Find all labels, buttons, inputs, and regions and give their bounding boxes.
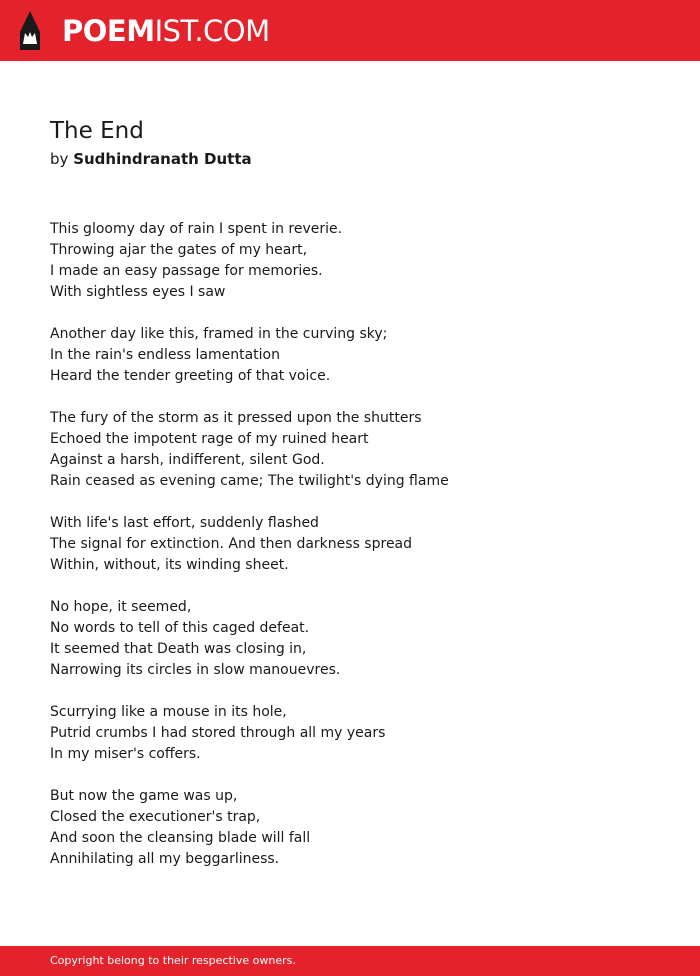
logo-light-text: IST.COM	[154, 14, 270, 48]
poem-line: But now the game was up,	[50, 788, 238, 804]
poem-line: The fury of the storm as it pressed upon the shutters	[50, 410, 422, 426]
poem-line: The signal for extinction. And then darkness spread	[50, 536, 413, 552]
poem-line: In my miser's coffers.	[50, 746, 201, 762]
poem-line: No words to tell of this caged defeat.	[50, 620, 310, 636]
poem-stanza	[50, 408, 650, 492]
poem-author: Sudhindranath Dutta	[73, 150, 252, 168]
poem-line: Heard the tender greeting of that voice.	[50, 368, 331, 384]
poem-stanza	[50, 597, 650, 681]
poem-line: It seemed that Death was closing in,	[50, 641, 307, 657]
by-label: by	[50, 150, 69, 168]
poem-stanza	[50, 219, 650, 303]
site-logo[interactable]	[62, 13, 270, 49]
poem-line: Another day like this, framed in the curving sky;	[50, 326, 388, 342]
poem-line: With sightless eyes I saw	[50, 284, 226, 300]
poem-stanza	[50, 702, 650, 765]
poem-stanza	[50, 786, 650, 870]
site-header	[0, 0, 700, 61]
poem-line: Against a harsh, indifferent, silent God.	[50, 452, 325, 468]
site-footer	[0, 946, 700, 976]
poem-line: No hope, it seemed,	[50, 599, 192, 615]
poem-line: Echoed the impotent rage of my ruined heart	[50, 431, 369, 447]
logo-bold-text: POEM	[62, 14, 155, 48]
poem-line: Closed the executioner's trap,	[50, 809, 261, 825]
poem-title: The End	[50, 118, 144, 144]
poem-line: Narrowing its circles in slow manouevres.	[50, 662, 341, 678]
poem-line: Putrid crumbs I had stored through all my years	[50, 725, 386, 741]
poem-byline	[50, 149, 252, 169]
poem-line: In the rain's endless lamentation	[50, 347, 280, 363]
poem-line: Scurrying like a mouse in its hole,	[50, 704, 287, 720]
poem-line: And soon the cleansing blade will fall	[50, 830, 311, 846]
poem-line: Within, without, its winding sheet.	[50, 557, 289, 573]
poem-stanza	[50, 324, 650, 387]
copyright-notice: Copyright belong to their respective owners.	[50, 954, 296, 967]
poem-line: Annihilating all my beggarliness.	[50, 851, 280, 867]
poem-line: This gloomy day of rain I spent in reverie.	[50, 221, 343, 237]
poem-line: With life's last effort, suddenly flashed	[50, 515, 319, 531]
poem-body	[50, 219, 650, 891]
poem-line: I made an easy passage for memories.	[50, 263, 323, 279]
poem-stanza	[50, 513, 650, 576]
pencil-icon	[18, 10, 42, 51]
poem-line: Rain ceased as evening came; The twilight's dying flame	[50, 473, 449, 489]
poem-line: Throwing ajar the gates of my heart,	[50, 242, 308, 258]
